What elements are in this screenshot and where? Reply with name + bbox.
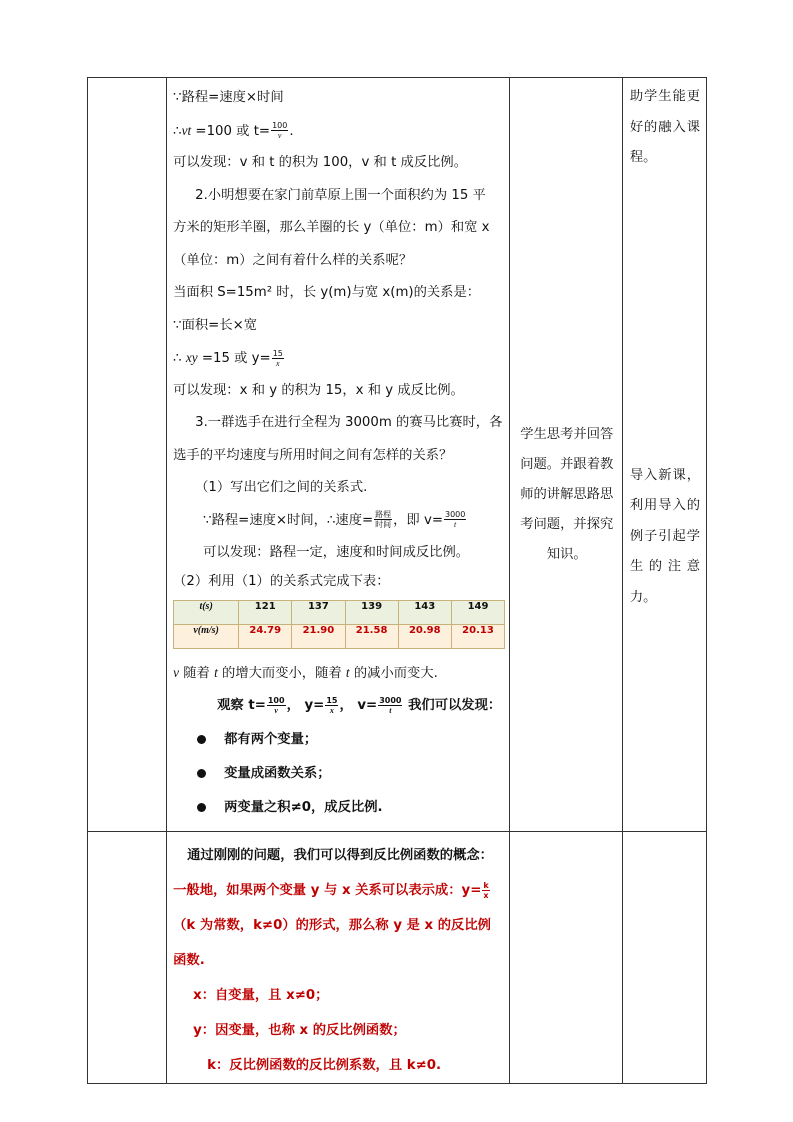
bullet-icon bbox=[197, 735, 206, 744]
table-cell: 149 bbox=[451, 600, 504, 624]
table-cell: 24.79 bbox=[239, 624, 292, 648]
lesson-row-intro bbox=[88, 78, 707, 832]
design-purpose-cell bbox=[622, 832, 706, 1084]
text-line: 当面积 S=15m² 时，长 y(m)与宽 x(m)的关系是： bbox=[173, 285, 481, 300]
text-line: ∵面积=长×宽 bbox=[173, 317, 258, 333]
table-cell: 20.13 bbox=[451, 624, 504, 648]
text-line: 选手的平均速度与所用时间之间有怎样的关系？ bbox=[173, 447, 453, 463]
formula-line: ∴ xy =15 或 y= $\frac{15}{x}$ bbox=[173, 348, 283, 368]
table-cell: 121 bbox=[239, 600, 292, 624]
bullet-icon bbox=[197, 803, 206, 812]
formula-line: ∵路程=速度×时间，∴速度= $\frac{\text{路程}}{\text{时间}}$ ，即 v= $\frac{3000}{t}$ bbox=[203, 510, 466, 529]
observation-line: 观察 t= $\frac{100}{v}$ ， y= $\frac{15}{x}$ ， v= $\frac{3000}{t}$ 我们可以发现： bbox=[217, 695, 502, 715]
fraction-distance-time: $\frac{\text{路程}}{\text{时间}}$ bbox=[375, 510, 392, 529]
text-line: （单位：m）之间有着什么样的关系呢？ bbox=[173, 252, 413, 268]
fraction-3000-t: $\frac{3000}{t}$ bbox=[444, 510, 466, 529]
concept-intro: 通过刚刚的问题，我们可以得到反比例函数的概念： bbox=[187, 848, 493, 863]
bullet-icon bbox=[197, 769, 206, 778]
term-y: y：因变量，也称 x 的反比例函数； bbox=[193, 1023, 406, 1038]
student-activity-text: 学生思考并回答问题。并跟着教师的讲解思路思考问题，并探究知识。 bbox=[520, 427, 614, 562]
text-line: 可以发现：x 和 y 的积为 15，x 和 y 成反比例。 bbox=[173, 382, 464, 398]
bullet-item: 变量成函数关系； bbox=[173, 757, 505, 791]
content-cell bbox=[167, 78, 510, 832]
term-k: k：反比例函数的反比例系数，且 k≠0. bbox=[207, 1058, 442, 1073]
speed-time-table bbox=[173, 600, 505, 649]
table-row bbox=[174, 624, 505, 648]
fraction-100-v: $\frac{100}{v}$ bbox=[272, 121, 288, 140]
problem-2: 2.小明想要在家门前草原上围一个面积约为 15 平 bbox=[195, 187, 486, 203]
table-header-t: t(s) bbox=[174, 600, 239, 624]
fraction-15-x: $\frac{15}{x}$ bbox=[272, 348, 283, 368]
table-cell: 21.90 bbox=[292, 624, 345, 648]
formula-line: ∴vt =100 或 t= $\frac{100}{v}$ . bbox=[173, 121, 294, 140]
text-line: （1）写出它们之间的关系式. bbox=[195, 480, 368, 495]
purpose-text-top: 助学生能更好的融入课程。 bbox=[629, 89, 700, 165]
stage-cell bbox=[88, 78, 167, 832]
table-cell: 143 bbox=[398, 600, 451, 624]
fraction-100-v: $\frac{100}{v}$ bbox=[267, 695, 285, 715]
table-row bbox=[174, 600, 505, 624]
table-header-v: v(m/s) bbox=[174, 624, 239, 648]
definition-line: 一般地，如果两个变量 y 与 x 关系可以表示成：y= $\frac{k}{x}$ bbox=[173, 880, 489, 900]
table-cell: 137 bbox=[292, 600, 345, 624]
table-cell: 139 bbox=[345, 600, 398, 624]
lesson-plan-table bbox=[87, 77, 707, 1084]
stage-cell bbox=[88, 832, 167, 1084]
design-purpose-cell bbox=[622, 78, 706, 832]
text-line: 可以发现：v 和 t 的积为 100，v 和 t 成反比例。 bbox=[173, 155, 468, 170]
definition-line: 函数. bbox=[173, 953, 205, 968]
student-activity-cell bbox=[509, 832, 622, 1084]
lesson-row-concept bbox=[88, 832, 707, 1084]
text-line: 可以发现：路程一定，速度和时间成反比例。 bbox=[203, 545, 470, 560]
text-line: ∵路程=速度×时间 bbox=[173, 90, 284, 105]
student-activity-cell bbox=[509, 78, 622, 832]
concept-cell bbox=[167, 832, 510, 1084]
text-line: 方米的矩形羊圈，那么羊圈的长 y（单位：m）和宽 x bbox=[173, 220, 490, 235]
bullet-item: 两变量之积≠0，成反比例. bbox=[173, 791, 505, 825]
problem-3: 3.一群选手在进行全程为 3000m 的赛马比赛时，各 bbox=[195, 415, 503, 430]
fraction-15-x: $\frac{15}{x}$ bbox=[326, 695, 338, 715]
definition-line: （k 为常数，k≠0）的形式，那么称 y 是 x 的反比例 bbox=[173, 918, 491, 933]
table-cell: 21.58 bbox=[345, 624, 398, 648]
table-cell: 20.98 bbox=[398, 624, 451, 648]
text-line: （2）利用（1）的关系式完成下表： bbox=[173, 573, 390, 589]
text-line: v 随着 t 的增大而变小，随着 t 的减小而变大. bbox=[173, 664, 438, 681]
fraction-k-x: $\frac{k}{x}$ bbox=[483, 880, 489, 900]
bullet-item: 都有两个变量； bbox=[173, 723, 505, 757]
term-x: x：自变量，且 x≠0； bbox=[193, 988, 329, 1003]
purpose-text-bottom: 导入新课，利用导入的例子引起学生的注意力。 bbox=[629, 467, 700, 605]
fraction-3000-t: $\frac{3000}{t}$ bbox=[379, 695, 402, 715]
